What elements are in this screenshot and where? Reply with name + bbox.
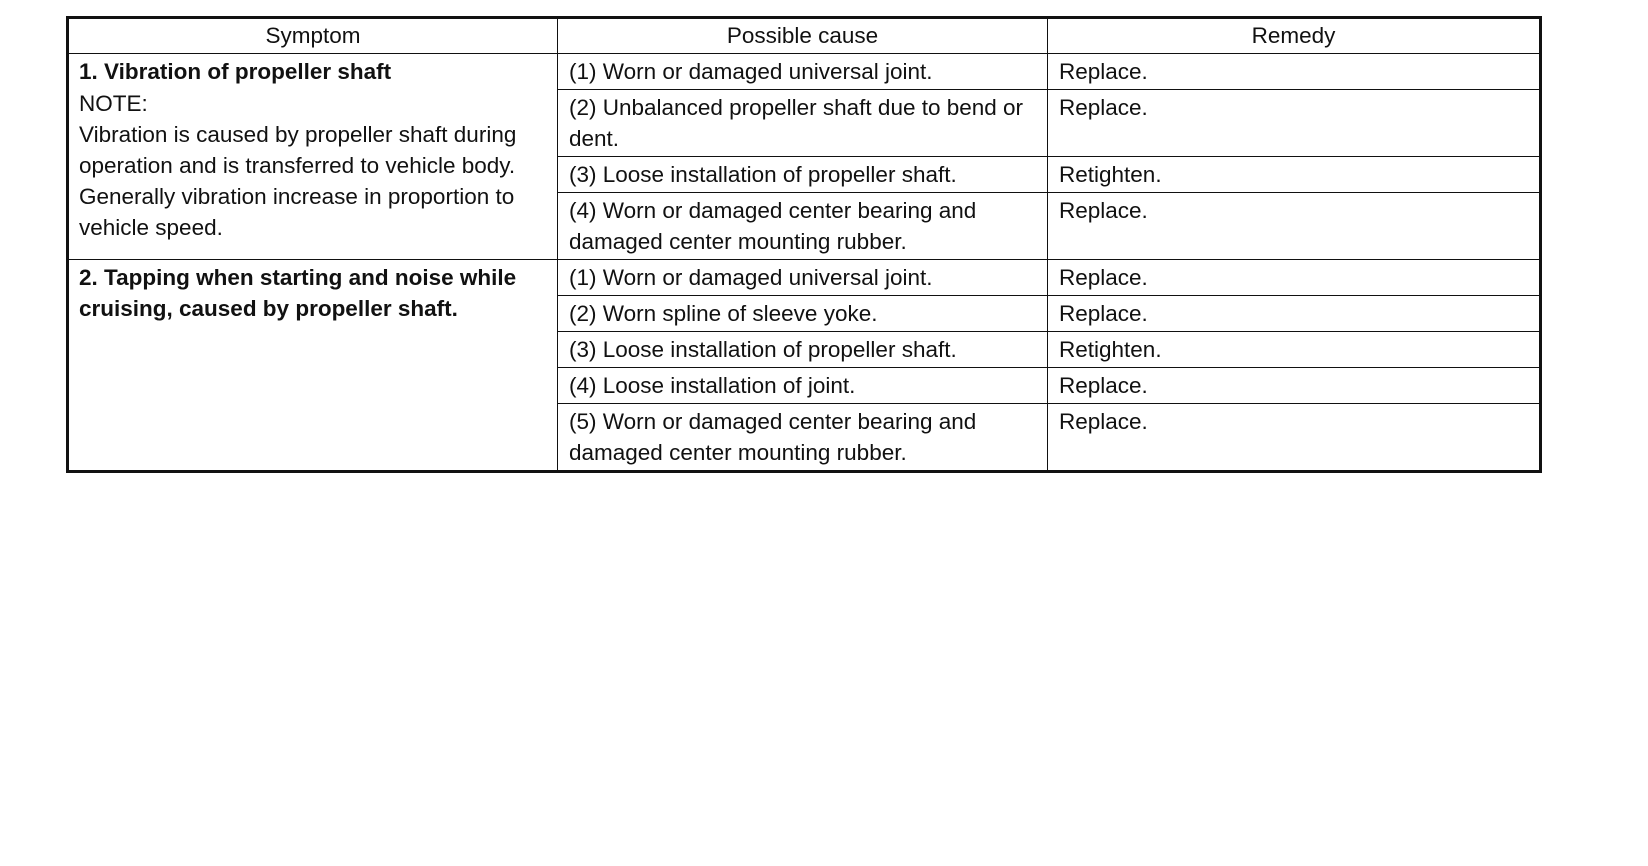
- header-remedy: Remedy: [1048, 18, 1541, 54]
- cause-cell: (1) Worn or damaged universal joint.: [558, 260, 1048, 296]
- symptom-title: 2. Tapping when starting and noise while cruising, caused by propeller shaft.: [79, 265, 517, 321]
- remedy-cell: Replace.: [1048, 368, 1541, 404]
- cause-cell: (2) Worn spline of sleeve yoke.: [558, 296, 1048, 332]
- cause-cell: (1) Worn or damaged universal joint.: [558, 54, 1048, 90]
- cause-cell: (2) Unbalanced propeller shaft due to bend or dent.: [558, 90, 1048, 157]
- table-body: [68, 54, 1541, 472]
- cause-cell: (3) Loose installation of propeller shaft.: [558, 157, 1048, 193]
- remedy-cell: Replace.: [1048, 193, 1541, 260]
- note-label: NOTE:: [79, 91, 148, 116]
- remedy-cell: Retighten.: [1048, 157, 1541, 193]
- remedy-cell: Replace.: [1048, 260, 1541, 296]
- symptom-title: 1. Vibration of propeller shaft: [79, 59, 392, 84]
- remedy-cell: Replace.: [1048, 54, 1541, 90]
- table-row: [68, 54, 1541, 90]
- cause-cell: (3) Loose installation of propeller shaft.: [558, 332, 1048, 368]
- header-symptom: Symptom: [68, 18, 558, 54]
- header-row: [68, 18, 1541, 54]
- header-possible-cause: Possible cause: [558, 18, 1048, 54]
- table-header: [68, 18, 1541, 54]
- remedy-cell: Retighten.: [1048, 332, 1541, 368]
- note-text: Vibration is caused by propeller shaft during operation and is transferred to vehicle body. Generally vibration increase in proportion to vehicle speed.: [79, 122, 517, 240]
- cause-cell: (4) Loose installation of joint.: [558, 368, 1048, 404]
- symptom-cell-tapping: [68, 260, 558, 472]
- cause-cell: (4) Worn or damaged center bearing and damaged center mounting rubber.: [558, 193, 1048, 260]
- cause-cell: (5) Worn or damaged center bearing and damaged center mounting rubber.: [558, 404, 1048, 472]
- table-row: [68, 260, 1541, 296]
- troubleshooting-table: [66, 16, 1542, 473]
- remedy-cell: Replace.: [1048, 90, 1541, 157]
- remedy-cell: Replace.: [1048, 296, 1541, 332]
- remedy-cell: Replace.: [1048, 404, 1541, 472]
- symptom-cell-vibration: [68, 54, 558, 260]
